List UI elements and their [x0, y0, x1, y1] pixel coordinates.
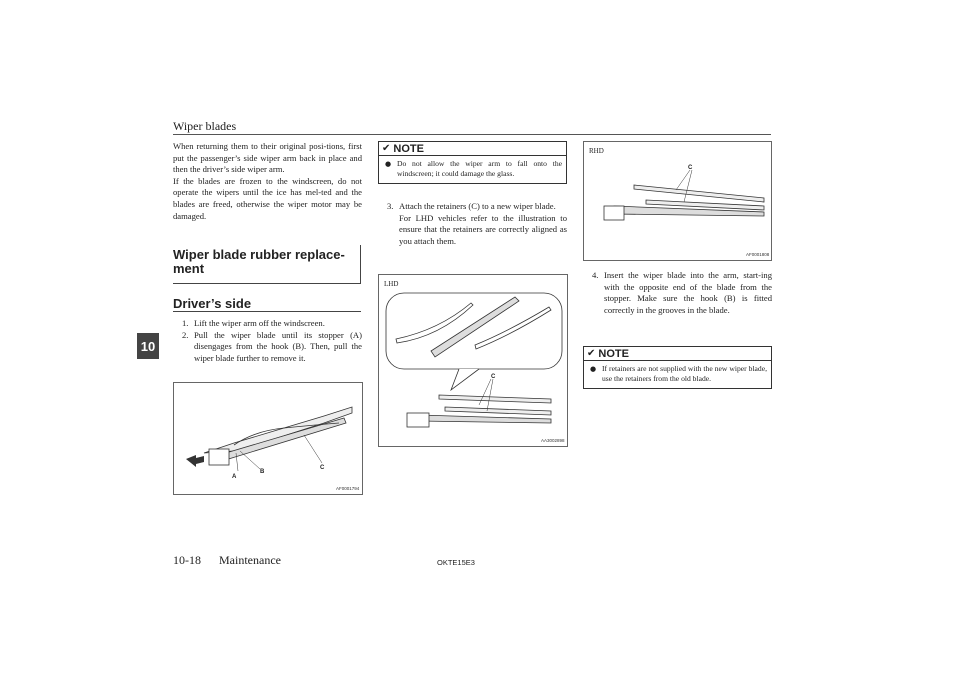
bullet-icon: ● — [590, 365, 597, 373]
section-title-line-2: ment — [173, 261, 205, 276]
note-check-icon: ✔ — [587, 348, 596, 359]
note-header — [379, 142, 566, 156]
step-number: 2. — [182, 329, 189, 340]
lhd-retainer-illustration — [379, 275, 567, 446]
figure-label-b: B — [260, 469, 265, 475]
figure-label-c: C — [320, 465, 325, 471]
footer-section: Maintenance — [219, 553, 281, 567]
rhd-retainer-illustration — [584, 142, 771, 260]
note-header — [584, 347, 771, 361]
figure-code: AF0001794 — [336, 486, 360, 491]
section-title-line-1: Wiper blade rubber replace- — [173, 247, 345, 262]
step-1 — [182, 318, 362, 330]
footer-code: OKTE15E3 — [437, 558, 475, 567]
note-body — [584, 361, 771, 388]
note-box-2 — [583, 346, 772, 389]
step-number: 1. — [182, 318, 189, 328]
step-text: Lift the wiper arm off the windscreen. — [194, 318, 325, 328]
figure-tag-lhd: LHD — [384, 280, 399, 288]
step-3 — [387, 201, 567, 247]
paragraph-1: When returning them to their original posi-tions, first put the passenger’s side wiper arm back in place and then the driver’s side wiper arm. — [173, 141, 362, 175]
subsection-title: Driver’s side — [173, 296, 252, 311]
page-footer — [173, 553, 281, 568]
note-heading: NOTE — [598, 347, 629, 360]
steps-list-1 — [182, 318, 362, 364]
step-4-row — [592, 270, 772, 316]
figure-label-a: A — [232, 474, 237, 480]
section-title — [173, 245, 360, 276]
page-header-title: Wiper blades — [173, 119, 237, 133]
step-text: Pull the wiper blade until its stopper (A) disengages from the hook (B). Then, pull the wiper blade further to remove it. — [194, 329, 362, 363]
paragraph-2: If the blades are frozen to the windscreen, do not operate the wipers until the ice has mel-ted and the blades are freed, otherwise the wiper motor may be damaged. — [173, 175, 362, 221]
wiper-blade-removal-illustration — [174, 383, 362, 494]
step-text: Insert the wiper blade into the arm, start-ing with the opposite end of the blade from the stopper. Make sure the hook (B) is fitted correctly in the grooves in the blade. — [604, 270, 772, 315]
intro-text — [173, 141, 362, 222]
step-3-text-1: Attach the retainers (C) to a new wiper blade. — [399, 201, 556, 211]
note-body — [379, 156, 566, 183]
note-text: If retainers are not supplied with the new wiper blade, use the retainers from the old blade. — [602, 364, 767, 383]
note-text: Do not allow the wiper arm to fall onto the windscreen; it could damage the glass. — [397, 159, 562, 178]
pull-arrow-icon — [186, 455, 204, 467]
figure-rhd — [583, 141, 772, 261]
section-heading-box — [173, 245, 361, 284]
page-number: 10-18 — [173, 553, 201, 567]
step-number: 4. — [592, 270, 599, 280]
note-box-1 — [378, 141, 567, 184]
figure-label-c: C — [688, 165, 693, 171]
note-check-icon: ✔ — [382, 143, 391, 154]
figure-tag-rhd: RHD — [589, 147, 604, 155]
step-4 — [592, 270, 772, 316]
step-3-text-2: For LHD vehicles refer to the illustration to ensure that the retainers are correctly aligned as you attach them. — [399, 212, 567, 246]
bullet-icon: ● — [385, 160, 392, 168]
note-heading: NOTE — [393, 142, 424, 155]
header-rule — [173, 134, 771, 135]
step-number: 3. — [387, 201, 394, 211]
chapter-tab: 10 — [137, 333, 159, 359]
step-2 — [182, 330, 362, 365]
step-3-row — [387, 201, 567, 247]
figure-driver-side — [173, 382, 363, 495]
step-text — [399, 201, 567, 247]
figure-label-c: C — [491, 374, 496, 380]
figure-code: AF0001808 — [746, 252, 770, 257]
figure-code: AA3002898 — [541, 438, 565, 443]
subsection-rule — [173, 311, 361, 312]
figure-lhd — [378, 274, 568, 447]
